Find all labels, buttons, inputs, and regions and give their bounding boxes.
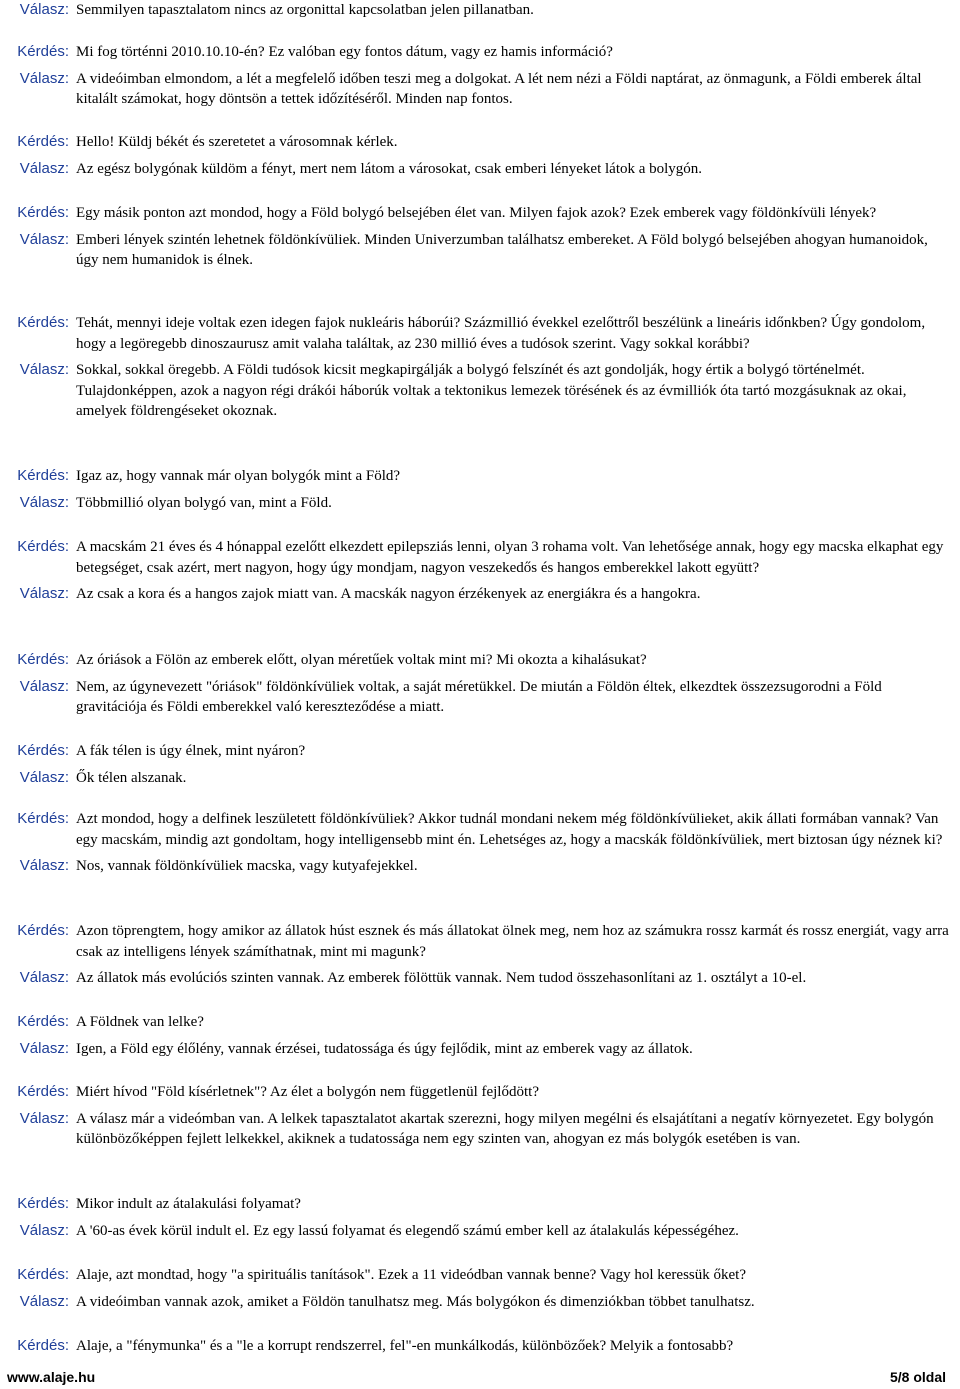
answer-text: Az állatok más evolúciós szinten vannak. Az emberek fölöttük vannak. Nem tudod összehasonlítani az 1. osztályt a 10-el.: [76, 970, 807, 986]
answer-text: Nem, az úgynevezett "óriások" földönkívüliek voltak, a saját méretükkel. De miután a Földön éltek, elkezdtek összezsugorodni a Föld gravitációja és Földi emberekkel való kereszteződése a miatt.: [76, 678, 882, 715]
question-label: Kérdés:: [17, 1266, 69, 1283]
question-entry: [7, 466, 952, 487]
answer-entry: [7, 1039, 952, 1060]
question-text: Az óriások a Fölön az emberek előtt, olyan méretűek voltak mint mi? Mi okozta a kihalásukat?: [76, 652, 647, 668]
question-label: Kérdés:: [17, 1337, 69, 1354]
page-footer: [7, 1367, 946, 1387]
answer-text: Az csak a kora és a hangos zajok miatt van. A macskák nagyon érzékenyek az energiákra és a hangokra.: [76, 586, 701, 602]
question-label: Kérdés:: [17, 204, 69, 221]
answer-text: Ők télen alszanak.: [76, 769, 187, 786]
qa-block: [7, 42, 952, 110]
answer-entry: [7, 677, 952, 718]
answer-text: A videóimban vannak azok, amiket a Földön tanulhatsz meg. Más bolygókon és dimenziókban többet tanulhatsz.: [76, 1293, 755, 1310]
answer-text: A videóimban elmondom, a lét a megfelelő időben teszi meg a dolgokat. A lét nem nézi a Földi naptárat, az önmagunk, a Földi emberek által kitalált számokat, hogy döntsön a tettek időzítéséről. Minden nap fontos.: [76, 70, 922, 107]
answer-label: Válasz:: [19, 1292, 69, 1310]
question-entry: [7, 1012, 952, 1033]
answer-label: Válasz:: [19, 230, 69, 248]
answer-entry: [7, 69, 952, 110]
question-text: Azon töprengtem, hogy amikor az állatok húst esznek és más állatokat ölnek meg, nem hoz az számukra rossz karmát és rossz energiát, vagy arra csak az intelligens lények számíthatnak, mint mi magunk?: [76, 923, 949, 960]
answer-text: A '60-as évek körül indult el. Ez egy lassú folyamat és elegendő számú ember kell az átalakulás képességéhez.: [76, 1222, 739, 1239]
answer-text: Semmilyen tapasztalatom nincs az orgonittal kapcsolatban jelen pillanatban.: [76, 2, 534, 18]
question-entry: [7, 921, 952, 962]
question-text: A fák télen is úgy élnek, mint nyáron?: [76, 743, 306, 759]
answer-label: Válasz:: [19, 1109, 69, 1127]
question-entry: [7, 313, 952, 354]
answer-text: A válasz már a videómban van. A lelkek tapasztalatot akartak szerezni, hogy milyen megélni és elsajátítani a negatív környezetet. Egy bolygón különbözőképpen fejlett lelkekkel, akiknek a tudatossága nem egy szinten van, ahogyan ez más bolygók esetében is van.: [76, 1110, 934, 1147]
answer-entry: [7, 1109, 952, 1150]
answer-entry: [7, 493, 952, 514]
qa-block: [7, 650, 952, 718]
answer-label: Válasz:: [19, 361, 69, 378]
answer-label: Válasz:: [19, 1221, 69, 1239]
answer-entry: [7, 0, 952, 21]
answer-text: Többmillió olyan bolygó van, mint a Föld.: [76, 494, 332, 511]
question-text: Igaz az, hogy vannak már olyan bolygók mint a Föld?: [76, 468, 401, 484]
answer-entry: [7, 159, 952, 180]
answer-text: Igen, a Föld egy élőlény, vannak érzései, tudatossága és úgy fejlődik, mint az emberek vagy az állatok.: [76, 1040, 693, 1057]
qa-block: [7, 1012, 952, 1059]
answer-label: Válasz:: [19, 768, 69, 786]
question-label: Kérdés:: [17, 467, 69, 484]
question-text: A macskám 21 éves és 4 hónappal ezelőtt elkezdett epilepsziás lenni, olyan 3 rohama volt. Van lehetősége annak, hogy egy macska elkaphat egy betegséget, csak azért, mert nagyon, hogy úgy mondjam, nagyon veszekedős és hangos emberekkel lakott együtt?: [76, 539, 944, 576]
question-label: Kérdés:: [17, 742, 69, 759]
answer-text: Az egész bolygónak küldöm a fényt, mert nem látom a városokat, csak emberi lényeket látok a bolygón.: [76, 160, 703, 177]
answer-entry: [7, 584, 952, 605]
answer-label: Válasz:: [19, 1039, 69, 1057]
question-label: Kérdés:: [17, 1013, 69, 1030]
question-entry: [7, 741, 952, 762]
question-label: Kérdés:: [17, 43, 69, 60]
answer-entry: [7, 360, 952, 422]
question-text: Mi fog történni 2010.10.10-én? Ez valóban egy fontos dátum, vagy ez hamis információ?: [76, 44, 613, 60]
qa-block: [7, 921, 952, 989]
question-entry: [7, 203, 952, 224]
qa-block: [7, 809, 952, 877]
answer-entry: [7, 856, 952, 877]
question-text: Hello! Küldj békét és szeretetet a városomnak kérlek.: [76, 134, 398, 150]
answer-entry: [7, 968, 952, 989]
question-entry: [7, 1265, 952, 1286]
qa-block: [7, 203, 952, 271]
question-text: Tehát, mennyi ideje voltak ezen idegen fajok nukleáris háborúi? Százmillió évekkel ezelőttről beszélünk a lineáris időnkben? Úgy gondolom, hogy a legöregebb dinoszaurusz amit valaha találtak, az 230 millió éves a tudósok szerint. Vagy sokkal korábbi?: [76, 315, 926, 352]
answer-text: Sokkal, sokkal öregebb. A Földi tudósok kicsit megkapirgálják a bolygó felszínét és azt gondolják, hogy értik a bolygó történelmét. Tulajdonképpen, azok a nagyon régi drákói háborúk voltak a tektonikus lemezek törésének és az évmilliók óta tartó mozgásuknak az okai, amelyek földrengéseket okoznak.: [76, 362, 907, 419]
answer-label: Válasz:: [19, 159, 69, 177]
question-label: Kérdés:: [17, 1083, 69, 1100]
answer-entry: [7, 1221, 952, 1242]
answer-label: Válasz:: [19, 857, 69, 874]
answer-label: Válasz:: [19, 493, 69, 511]
question-entry: [7, 132, 952, 153]
qa-block: [7, 537, 952, 605]
qa-block: [7, 1194, 952, 1241]
question-text: Egy másik ponton azt mondod, hogy a Föld bolygó belsejében élet van. Milyen fajok azok? Ezek emberek vagy földönkívüli lények?: [76, 205, 877, 221]
answer-text: Nos, vannak földönkívüliek macska, vagy kutyafejekkel.: [76, 858, 418, 874]
question-text: Miért hívod "Föld kísérletnek"? Az élet a bolygón nem függetlenül fejlődött?: [76, 1084, 539, 1100]
qa-block: [7, 1082, 952, 1150]
answer-text: Emberi lények szintén lehetnek földönkívüliek. Minden Univerzumban találhatsz embereket. A Föld bolygó belsejében ahogyan humanoidok, úgy nem humanidok is élnek.: [76, 231, 928, 268]
footer-site-link[interactable]: www.alaje.hu: [7, 1369, 96, 1385]
question-entry: [7, 1082, 952, 1103]
qa-block: [7, 1265, 952, 1312]
answer-entry: [7, 230, 952, 271]
question-label: Kérdés:: [17, 810, 69, 827]
answer-label: Válasz:: [19, 969, 69, 986]
question-text: Azt mondod, hogy a delfinek leszületett földönkívüliek? Akkor tudnál mondani nekem még földönkívülieket, akik állati formában vannak? Van egy macskám, mindig azt gondoltam, hogy intelligensebb mint én. Lehetséges az, hogy a macskák földönkívüliek, mert biztosan úgy néznek ki?: [76, 811, 943, 848]
answer-entry: [7, 768, 952, 789]
question-text: Alaje, azt mondtad, hogy "a spirituális tanítások". Ezek a 11 videódban vannak benne? Vagy hol keressük őket?: [76, 1267, 746, 1283]
qa-block: [7, 132, 952, 179]
answer-label: Válasz:: [19, 585, 69, 602]
answer-entry: [7, 1292, 952, 1313]
question-entry: [7, 537, 952, 578]
footer-page-number: 5/8 oldal: [889, 1369, 946, 1385]
question-label: Kérdés:: [17, 314, 69, 331]
question-text: Mikor indult az átalakulási folyamat?: [76, 1196, 301, 1212]
qa-block: [7, 466, 952, 513]
answer-label: Válasz:: [19, 1, 69, 18]
qa-block: [7, 741, 952, 788]
question-label: Kérdés:: [17, 1195, 69, 1212]
question-entry: [7, 809, 952, 850]
qa-block: [7, 313, 952, 422]
answer-label: Válasz:: [19, 677, 69, 695]
question-label: Kérdés:: [17, 538, 69, 555]
answer-label: Válasz:: [19, 69, 69, 87]
question-entry: [7, 42, 952, 63]
question-text: Alaje, a "fénymunka" és a "le a korrupt rendszerrel, fel"-en munkálkodás, különbözőek? Melyik a fontosabb?: [76, 1338, 734, 1354]
question-label: Kérdés:: [17, 922, 69, 939]
question-label: Kérdés:: [17, 133, 69, 150]
question-text: A Földnek van lelke?: [76, 1014, 204, 1030]
question-entry: [7, 650, 952, 671]
question-entry: [7, 1336, 952, 1357]
question-label: Kérdés:: [17, 651, 69, 668]
question-entry: [7, 1194, 952, 1215]
